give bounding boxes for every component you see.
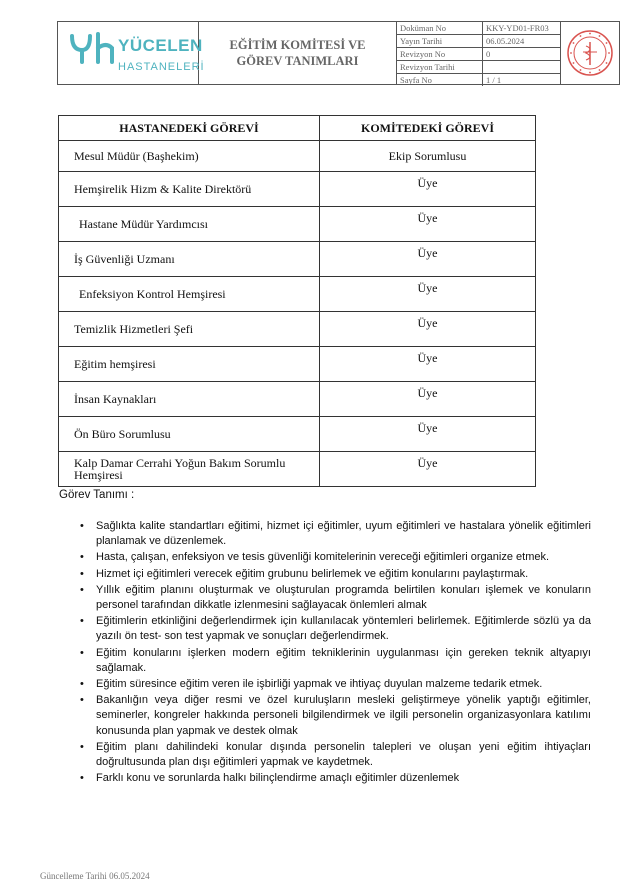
list-item <box>80 550 591 565</box>
yh-logo-icon <box>68 32 116 64</box>
role-cell <box>59 452 320 487</box>
task-text: Sağlıkta kalite standartları eğitimi, hizmet içi eğitimler, uyum eğitimleri ve hastalara yönelik eğitimleri planlamak ve düzenlemek. <box>96 520 591 548</box>
duty-cell: Üye <box>320 452 536 487</box>
duty-cell: Üye <box>320 277 536 312</box>
bullet-icon: • <box>80 678 84 691</box>
duty-cell: Üye <box>320 242 536 277</box>
bullet-icon: • <box>80 694 84 707</box>
bullet-icon: • <box>80 551 84 564</box>
duty-cell: Üye <box>320 417 536 452</box>
list-item <box>80 677 591 692</box>
bullet-icon: • <box>80 583 84 596</box>
task-text: Farklı konu ve sorunlarda halkı bilinçlendirme amaçlı eğitimler düzenlemek <box>96 772 460 785</box>
list-item <box>80 693 591 739</box>
duty-cell: Üye <box>320 172 536 207</box>
table-row <box>59 242 536 277</box>
meta-key: Sayfa No <box>397 74 483 86</box>
table-header-row <box>59 116 536 141</box>
role-cell: Mesul Müdür (Başhekim) <box>59 141 320 172</box>
table-row <box>59 207 536 242</box>
list-item <box>80 519 591 549</box>
hospital-logo <box>58 22 205 84</box>
task-list <box>80 519 591 787</box>
meta-value: 1 / 1 <box>486 75 502 85</box>
logo-subtitle: HASTANELERİ <box>118 61 205 73</box>
table-row <box>59 312 536 347</box>
role-cell: Ön Büro Sorumlusu <box>59 417 320 452</box>
meta-row <box>397 35 560 48</box>
bullet-icon: • <box>80 615 84 628</box>
document-title-cell <box>199 22 397 84</box>
table-row <box>59 417 536 452</box>
meta-value <box>483 61 560 73</box>
list-item <box>80 740 591 770</box>
bullet-icon: • <box>80 646 84 659</box>
duty-cell: Üye <box>320 312 536 347</box>
role-cell: İş Güvenliği Uzmanı <box>59 242 320 277</box>
logo-name: YÜCELEN <box>118 36 203 55</box>
role-text: Kalp Damar Cerrahi Yoğun Bakım Sorumlu Hemşiresi <box>74 456 286 482</box>
duty-cell: Üye <box>320 382 536 417</box>
role-cell: Hastane Müdür Yardımcısı <box>59 207 320 242</box>
meta-key: Yayın Tarihi <box>397 35 483 47</box>
ministry-seal-icon <box>565 28 615 78</box>
meta-row <box>397 74 560 86</box>
duty-cell: Üye <box>320 347 536 382</box>
meta-key: Revizyon Tarihi <box>397 61 483 73</box>
list-item <box>80 771 591 786</box>
task-text: Eğitim planı dahilindeki konular dışında personelin talepleri ve oluşan yeni eğitim ihtiyaçları doğrultusunda plan dışı eğitimleri yapmak ve kaydetmek. <box>96 740 591 769</box>
meta-key: Revizyon No <box>397 48 483 60</box>
table-row <box>59 172 536 207</box>
document-header <box>57 21 620 85</box>
duty-cell: Ekip Sorumlusu <box>320 141 536 172</box>
duty-cell: Üye <box>320 207 536 242</box>
committee-table <box>58 115 536 487</box>
task-text: Hizmet içi eğitimleri verecek eğitim grubunu belirlemek ve eğitim konularını paylaştırmak. <box>96 567 529 580</box>
meta-row <box>397 61 560 74</box>
section-title: Görev Tanımı : <box>59 489 135 501</box>
role-cell: Eğitim hemşiresi <box>59 347 320 382</box>
column-header: KOMİTEDEKİ GÖREVİ <box>320 116 536 141</box>
meta-row <box>397 48 560 61</box>
meta-row <box>397 22 560 35</box>
bullet-icon: • <box>80 520 84 532</box>
task-text: Hasta, çalışan, enfeksiyon ve tesis güvenliği komitelerinin vereceği eğitimleri organize etmek. <box>96 551 550 564</box>
list-item <box>80 646 591 676</box>
table-row <box>59 277 536 312</box>
meta-value: KKY-YD01-FR03 <box>486 23 549 33</box>
document-meta <box>397 22 561 84</box>
task-text: Bakanlığın veya diğer resmi ve özel kuruluşların mesleki geliştirmeye yönelik yaptığı eğitimler, seminerler, kongreler hakkında personeli bilgilendirmek ve ilgili personelin organizasyonlara katılımı konusunda plan yapmak ve destek olmak <box>96 694 591 737</box>
task-text: Yıllık eğitim planını oluşturmak ve oluşturulan programda belirtilen konuları işlemek ve konuların personel tarafından dikkatle izlenmesini sağlayacak önlemleri almak <box>96 583 591 612</box>
role-cell: İnsan Kaynakları <box>59 382 320 417</box>
list-item <box>80 614 591 644</box>
list-item <box>80 583 591 613</box>
footer-update-date: Güncelleme Tarihi 06.05.2024 <box>40 871 150 881</box>
task-text: Eğitimlerin etkinliğini değerlendirmek için kullanılacak yöntemleri belirlemek. Eğitimlerde sözlü ya da yazılı ön test- son test yapmak ve sonuçları değerlendirmek. <box>96 615 591 643</box>
meta-value: 06.05.2024 <box>486 36 525 46</box>
table-row <box>59 382 536 417</box>
bullet-icon: • <box>80 772 84 785</box>
table-row <box>59 452 536 487</box>
task-text: Eğitim konularını işlerken modern eğitim tekniklerinin uygulanması için gereken teknik altyapıyı sağlamak. <box>96 646 591 674</box>
ministry-seal-cell <box>561 22 619 84</box>
role-cell: Enfeksiyon Kontrol Hemşiresi <box>59 277 320 312</box>
task-text: Eğitim süresince eğitim veren ile işbirliği yapmak ve ihtiyaç duyulan malzeme tedarik etmek. <box>96 678 543 691</box>
column-header: HASTANEDEKİ GÖREVİ <box>59 116 320 141</box>
list-item <box>80 567 591 582</box>
role-cell: Temizlik Hizmetleri Şefi <box>59 312 320 347</box>
document-title: EĞİTİM KOMİTESİ VE GÖREV TANIMLARI <box>229 38 366 68</box>
table-row <box>59 141 536 172</box>
meta-value: 0 <box>486 49 491 59</box>
bullet-icon: • <box>80 740 84 753</box>
meta-key: Doküman No <box>397 22 483 34</box>
table-row <box>59 347 536 382</box>
bullet-icon: • <box>80 567 84 580</box>
role-cell: Hemşirelik Hizm & Kalite Direktörü <box>59 172 320 207</box>
